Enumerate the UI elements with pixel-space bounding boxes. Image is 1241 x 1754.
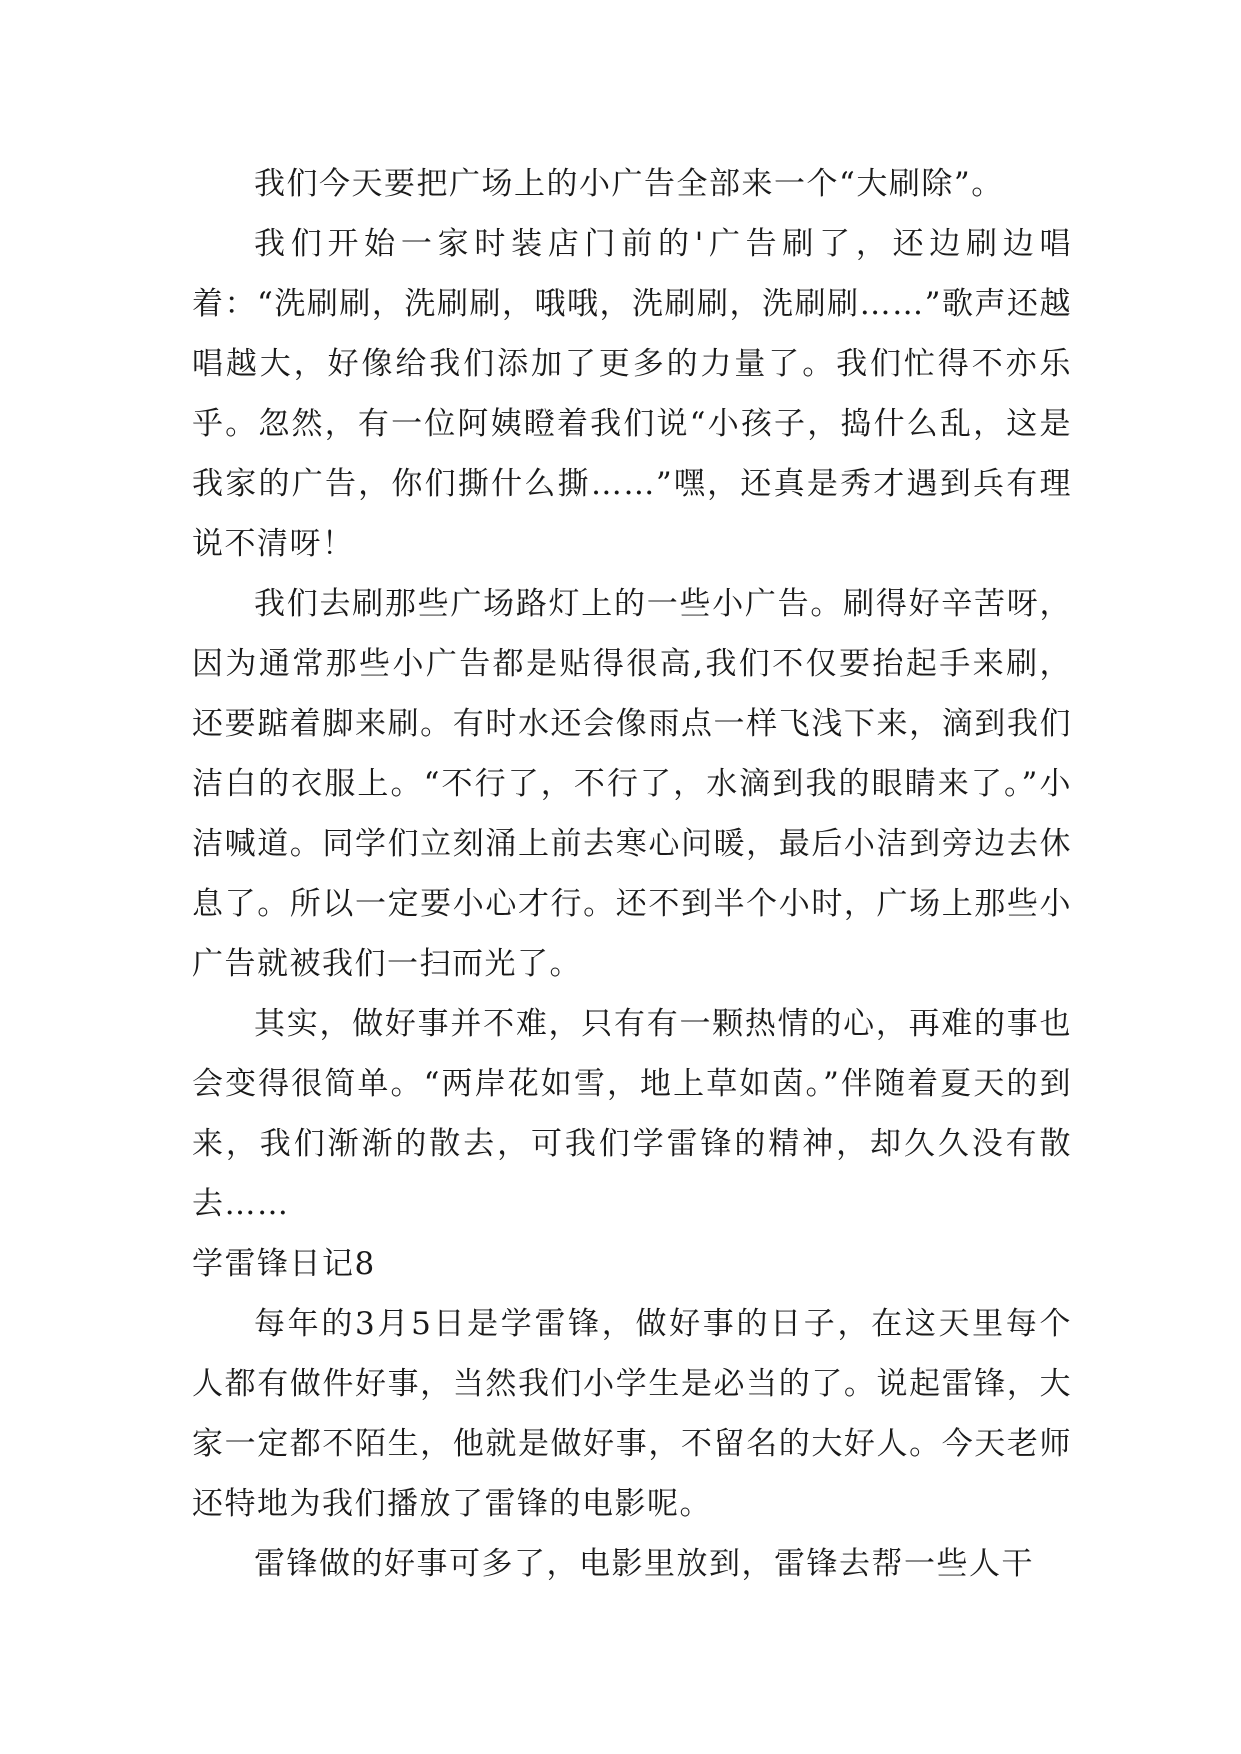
section-heading: 学雷锋日记8 (192, 1246, 376, 1282)
paragraph: 雷锋做的好事可多了，电影里放到，雷锋去帮一些人干 (254, 1546, 1034, 1582)
paragraph: 我们开始一家时装店门前的'广告刷了，还边刷边唱着：“洗刷刷，洗刷刷，哦哦，洗刷刷，洗刷刷……”歌声还越唱越大，好像给我们添加了更多的力量了。我们忙得不亦乐乎。忽然，有一位阿姨瞪着我们说“小孩子，捣什么乱，这是我家的广告，你们撕什么撕……”嘿，还真是秀才遇到兵有理说不清呀！ (192, 226, 1072, 562)
paragraph: 我们今天要把广场上的小广告全部来一个“大刷除”。 (254, 166, 1004, 202)
paragraph: 我们去刷那些广场路灯上的一些小广告。刷得好辛苦呀，因为通常那些小广告都是贴得很高,我们不仅要抬起手来刷，还要踮着脚来刷。有时水还会像雨点一样飞浅下来，滴到我们洁白的衣服上。“不行了，不行了，水滴到我的眼睛来了。”小洁喊道。同学们立刻涌上前去寒心问暖，最后小洁到旁边去休息了。所以一定要小心才行。还不到半个小时，广场上那些小广告就被我们一扫而光了。 (192, 586, 1072, 982)
paragraph: 每年的3月5日是学雷锋，做好事的日子，在这天里每个人都有做件好事，当然我们小学生是必当的了。说起雷锋，大家一定都不陌生，他就是做好事，不留名的大好人。今天老师还特地为我们播放了雷锋的电影呢。 (192, 1306, 1072, 1522)
paragraph: 其实，做好事并不难，只有有一颗热情的心，再难的事也会变得很简单。“两岸花如雪，地上草如茵。”伴随着夏天的到来，我们渐渐的散去，可我们学雷锋的精神，却久久没有散去…… (192, 1006, 1072, 1222)
document-page (192, 154, 1072, 1594)
